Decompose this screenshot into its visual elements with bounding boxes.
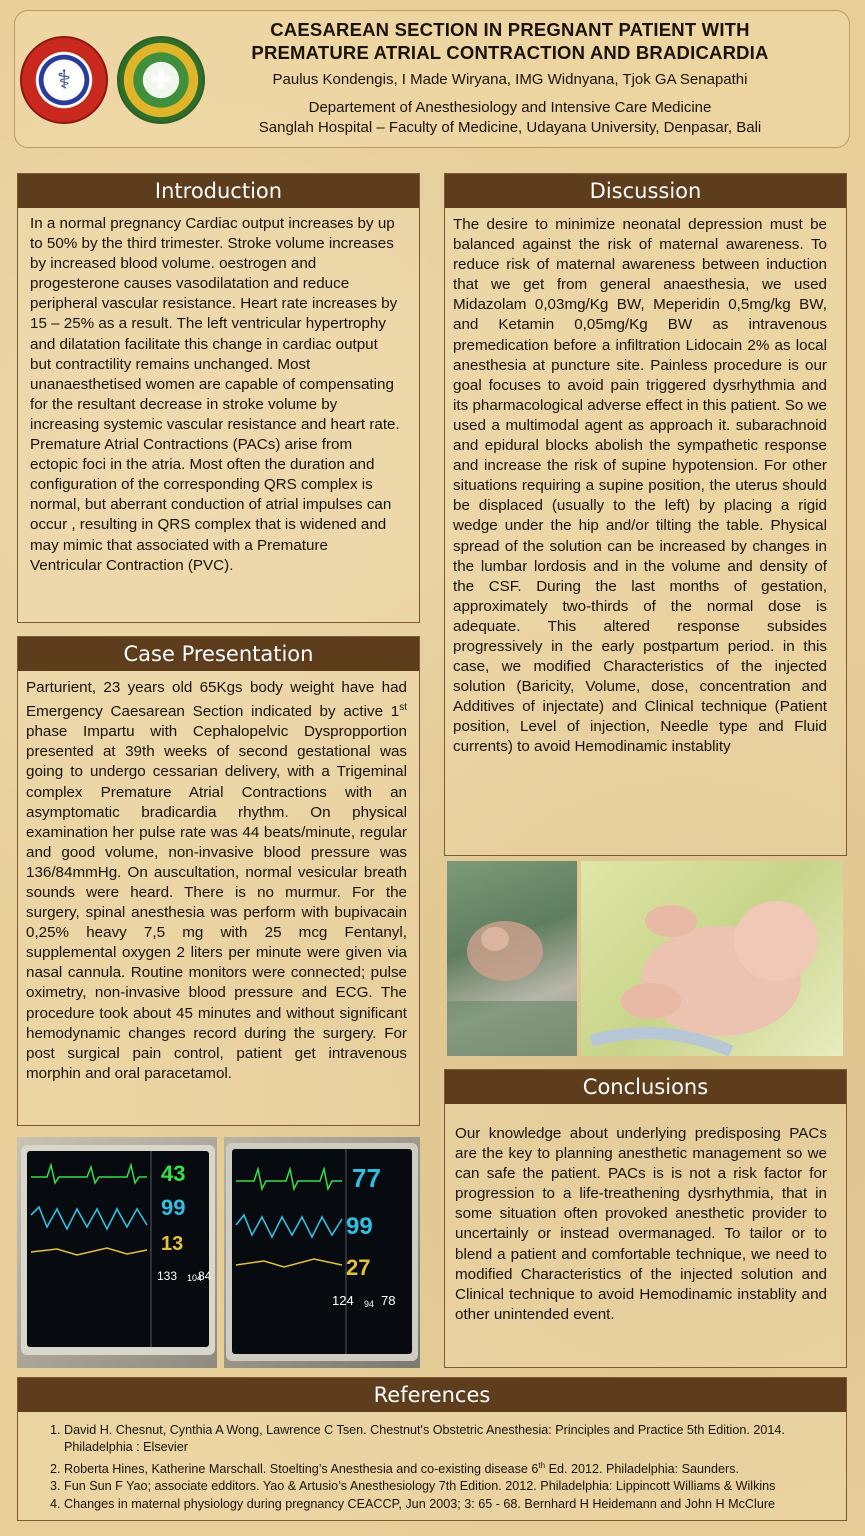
discussion-body: The desire to minimize neonatal depression must be balanced against the risk of maternal awareness. To reduce risk of maternal awareness between induction that we get from general anaesthesia, we used Midazolam 0,03mg/Kg BW, Meperidin 0,5mg/kg BW, and Ketamin 0,05mg/Kg BW as intravenous premedication before a infiltration Lidocain 2% as local anesthesia at puncture site. Painless procedure is our goal focuses to avoid pain triggered dysrhythmia and its pharmacological adverse effect in this patient. So we used a multimodal agent as approach it. subarachnoid and epidural blocks abolish the sympathetic response and increase the risk of supine hypotension. For other situations requiring a supine position, the uterus should be displaced (usually to the left) by placing a rigid wedge under the hip and/or tilting the table. Physical spread of the solution can be increased by changes in the lumbar lordosis and in the volume and density of the CSF. During the last months of gestation, approximately two-thirds of the normal dose is adequate. This altered response subsides progressively in the early postpartum period. in this case, we modified Characteristics of the injected solution (Baricity, Volume, dose, concentration and Additives of injectate) and Clinical technique (Patient position, Level of injection, Needle type and Fluid currents) to avoid Hemodinamic instablity xyxy=(453,216,827,756)
hospital-emblem-icon: ✚ xyxy=(117,36,205,124)
case-presentation-section xyxy=(17,636,420,1126)
conclusions-heading: Conclusions xyxy=(445,1070,846,1104)
reference-item: 2. Roberta Hines, Katherine Marschall. Stoelting’s Anesthesia and co-existing disease 6th Ed. 2012. Philadelphia: Saunders. xyxy=(64,1457,832,1479)
reference-item: 1. David H. Chesnut, Cynthia A Wong, Lawrence C Tsen. Chestnut's Obstetric Anesthesia: Principles and Practice 5th Edition. 2014. Philadelphia : Elsevier xyxy=(64,1422,832,1457)
discussion-section xyxy=(444,173,847,856)
patient-monitor-image xyxy=(224,1137,420,1368)
nibp-mean-1: 104 xyxy=(187,1273,203,1283)
introduction-heading: Introduction xyxy=(18,174,419,208)
spo2-value-2: 99 xyxy=(346,1213,373,1240)
newborn-image xyxy=(581,861,843,1056)
patient-monitor-image xyxy=(17,1137,217,1368)
author-list: Paulus Kondengis, I Made Wiryana, IMG Widnyana, Tjok GA Senapathi xyxy=(272,71,748,88)
case-presentation-heading: Case Presentation xyxy=(18,637,419,671)
reference-item: 4. Changes in maternal physiology during pregnancy CEACCP, Jun 2003; 3: 65 - 68. Bernhard H Heidemann and John H McClure xyxy=(64,1496,832,1513)
surgery-photo xyxy=(447,861,577,1056)
references-list xyxy=(18,1412,846,1513)
hr-value-2: 77 xyxy=(352,1163,381,1193)
introduction-section xyxy=(17,173,420,623)
delivery-image xyxy=(447,861,577,1056)
nibp-dia-2: 78 xyxy=(381,1293,396,1308)
resp-value-1: 13 xyxy=(161,1233,184,1255)
caduceus-seal-icon: ⚕ xyxy=(20,36,108,124)
references-heading: References xyxy=(18,1378,846,1412)
nibp-sys-1: 133 xyxy=(157,1269,178,1283)
monitor-photo-1 xyxy=(17,1137,217,1368)
conclusions-body: Our knowledge about underlying predisposing PACs are the key to planning anesthetic management so we can safe the patient. PACs is is not a risk factor for progression to a life-treathening dysrhythmia, that in some situation often provoked anesthetic provider to uncertainly or instead overmanaged. To tailor or to blend a patient and comfortable technique, we need to modified Characteristics of the injected solution and Clinical technique to avoid Hemodinamic instablity and other unintended event. xyxy=(455,1125,827,1323)
affiliation: Departement of Anesthesiology and Intensive Care Medicine Sanglah Hospital – Faculty of Medicine, Udayana University, Denpasar, Bali xyxy=(258,99,762,136)
case-presentation-body: Parturient, 23 years old 65Kgs body weight have had Emergency Caesarean Section indicated by active 1st phase Impartu with Cephalopelvic Dyspropportion presented at 39th weeks of second gestational was going to undergo cessarian delivery, with a Trigeminal complex Premature Atrial Contractions with an asymptomatic bradicardia rhythm. On physical examination her pulse rate was 44 beats/minute, regular and good volume, non-invasive blood pressure was 136/84mmHg. On auscultation, normal vesicular breath sounds were heard. There is no murmur. For the surgery, spinal anesthesia was perform with bupivacain 0,25% heavy 7,5 mg with 25 mcg Fentanyl, supplemental oxygen 2 liters per minute were given via nasal cannula. Routine monitors were connected; pulse oximetry, non-invasive blood pressure and ECG. The procedure took about 45 minutes and without significant hemodynamic changes record during the surgery. For post surgical pain control, patient get intravenous morphin and oral paracetamol. xyxy=(26,679,407,1082)
introduction-body: In a normal pregnancy Cardiac output increases by up to 50% by the third trimester. Stroke volume increases by increased blood volume. oestrogen and progesterone causes vasodilatation and reduce peripheral vascular resistance. Heart rate increases by 15 – 25% as a result. The left ventricular hypertrophy and dilatation facilitate this change in cardiac output but contractility remains unchanged. Most unanaesthetised women are capable of compensating for the resultant decrease in stroke volume by increasing systemic vascular resistance and heart rate. Premature Atrial Contractions (PACs) arise from ectopic foci in the atria. Most often the duration and configuration of the corresponding QRS complex is normal, but aberrant conduction of atrial impulses can occur , resulting in QRS complex that is widened and may mimic that associated with a Premature Ventricular Contraction (PVC). xyxy=(30,215,400,574)
reference-item: 3. Fun Sun F Yao; associate edditors. Yao & Artusio’s Anesthesiology 7th Edition. 2012. Philadelphia: Lippincott Williams & Wilkins xyxy=(64,1478,832,1495)
hr-value-1: 43 xyxy=(161,1161,186,1186)
discussion-heading: Discussion xyxy=(445,174,846,208)
nibp-sys-2: 124 xyxy=(332,1293,354,1308)
conclusions-section xyxy=(444,1069,847,1368)
nibp-mean-2: 94 xyxy=(364,1299,375,1309)
newborn-photo xyxy=(581,861,843,1056)
references-section xyxy=(17,1377,847,1521)
poster-title: CAESAREAN SECTION IN PREGNANT PATIENT WITH PREMATURE ATRIAL CONTRACTION AND BRADICARDIA xyxy=(251,19,769,63)
monitor-photo-2 xyxy=(224,1137,420,1368)
nibp-dia-1: 84 xyxy=(198,1269,212,1283)
spo2-value-1: 99 xyxy=(161,1195,186,1220)
resp-value-2: 27 xyxy=(346,1255,371,1280)
